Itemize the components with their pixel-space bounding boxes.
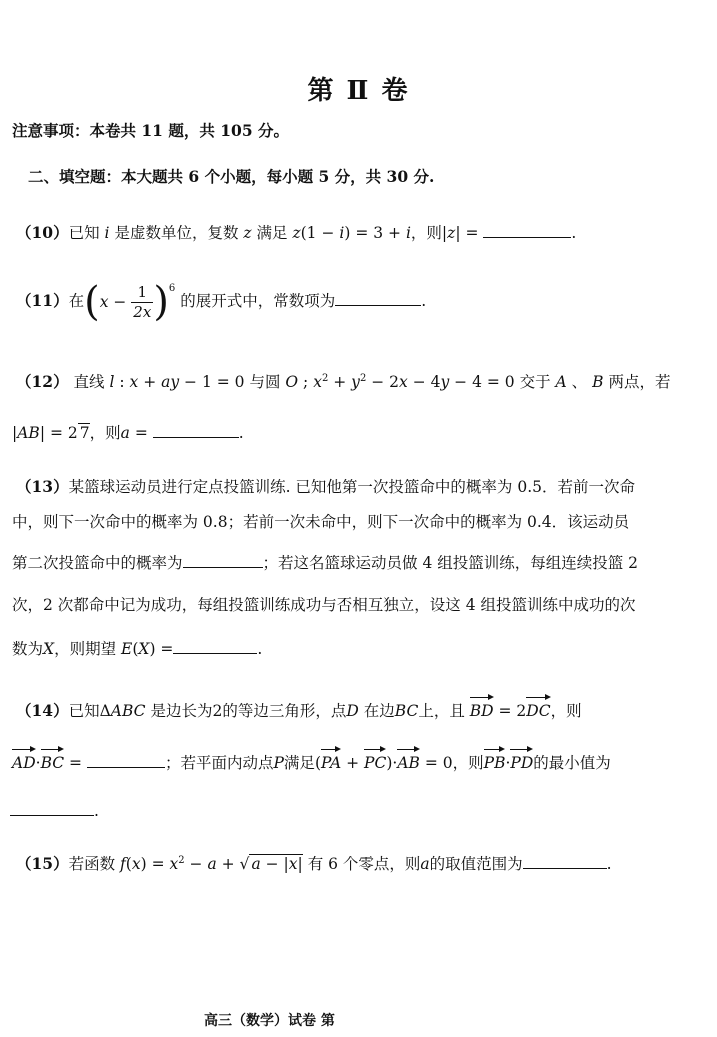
section-header: 二、填空题：本大题共 6 个小题，每小题 5 分，共 30 分. xyxy=(28,167,435,186)
question-13-line4: 次，2 次都命中记为成功，每组投篮训练成功与否相互独立，设这 4 组投篮训练中成功的次 xyxy=(12,596,636,614)
question-10: （10）已知 i 是虚数单位，复数 z 满足 z(1 − i) = 3 + i，则|z| = . xyxy=(16,223,577,242)
question-13-line1: （13）某篮球运动员进行定点投篮训练. 已知他第一次投篮命中的概率为 0.5．若前一次命 xyxy=(16,477,636,496)
answer-blank-15[interactable] xyxy=(523,854,607,869)
answer-blank-12[interactable] xyxy=(153,423,239,438)
question-11: （11）在(x − $\frac{1}{2x}$ )$^6$ 的展开式中，常数项为 . xyxy=(16,279,427,325)
answer-blank-10[interactable] xyxy=(483,223,571,238)
notice: 注意事项：本卷共 11 题，共 105 分。 xyxy=(12,121,290,140)
question-13-line3: 第二次投篮命中的概率为 ；若这名篮球运动员做 4 组投篮训练，每组连续投篮 2 xyxy=(12,554,639,572)
question-13-line2: 中，则下一次命中的概率为 0.8；若前一次未命中，则下一次命中的概率为 0.4．该运动员 xyxy=(12,513,630,531)
question-15: （15）若函数 $f(x) = x^2 - a$ + √ a − |x| 有 6 个零点，则a的取值范围为 . xyxy=(16,854,612,874)
question-14-line1: （14）已知ΔABC 是边长为2的等边三角形，点D 在边BC上，且 BD = 2DC，则 xyxy=(16,701,582,720)
page-footer: 高三（数学）试卷 第 xyxy=(204,1013,335,1029)
question-13-line5: 数为X，则期望 E(X) = . xyxy=(12,640,263,658)
answer-blank-13b[interactable] xyxy=(173,639,257,654)
answer-blank-14b[interactable] xyxy=(10,801,94,816)
question-12-line2: |AB| = 2 7，则a = . xyxy=(12,424,244,442)
page-title: 第 Ⅱ 卷 xyxy=(307,76,410,106)
question-14-line2: AD·BC = ；若平面内动点P满足(PA + PC)·AB = 0，则PB·PD的最小值为 xyxy=(12,754,611,772)
question-12-line1: （12） 直线 l : x + ay − 1 = 0 与圆 O ; $x^2 + y^2 - 2x - 4y - 4 = 0$ 交于 A 、 B 两点，若 xyxy=(16,372,671,392)
answer-blank-13a[interactable] xyxy=(183,553,263,568)
question-14-line3: . xyxy=(10,800,99,822)
answer-blank-14a[interactable] xyxy=(87,753,165,768)
answer-blank-11[interactable] xyxy=(335,291,421,306)
